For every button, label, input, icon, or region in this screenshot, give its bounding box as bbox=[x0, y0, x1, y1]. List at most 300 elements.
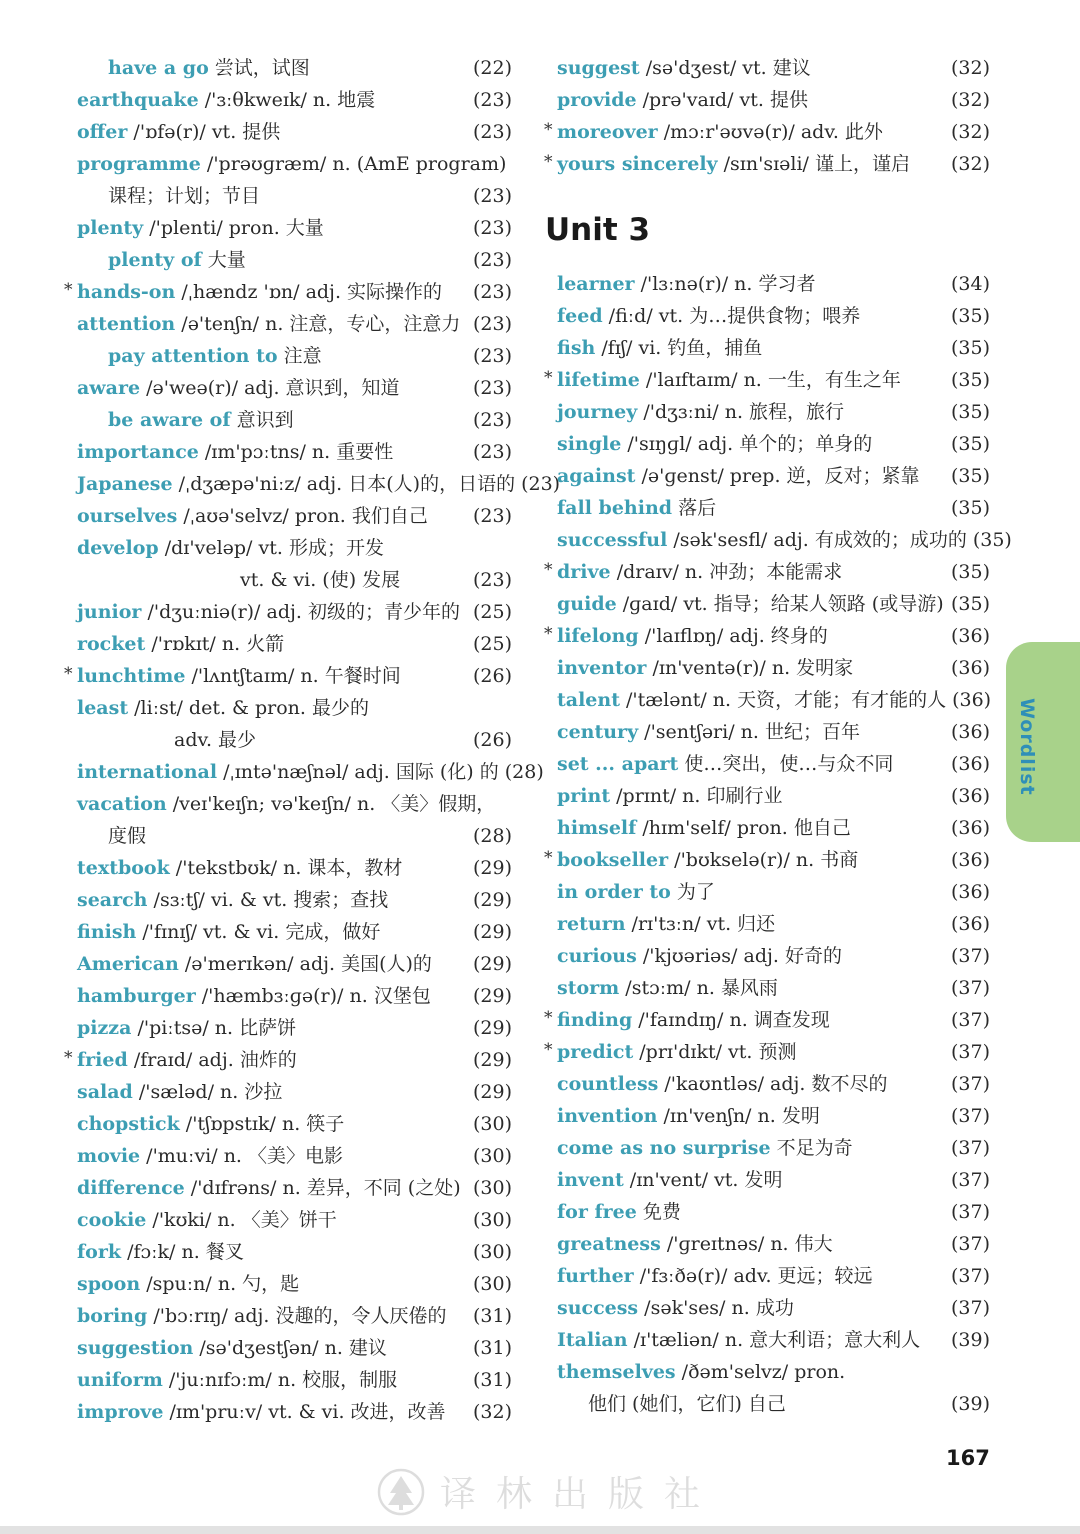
wordlist-entry bbox=[60, 1012, 512, 1044]
wordlist-entry bbox=[60, 1076, 512, 1108]
unit-heading: Unit 3 bbox=[545, 212, 651, 248]
entry-text bbox=[108, 820, 467, 852]
wordlist-entry bbox=[60, 212, 512, 244]
entry-page-ref: (37) bbox=[950, 977, 990, 999]
entry-page-ref: (36) bbox=[950, 753, 990, 775]
wordlist-entry bbox=[60, 1172, 512, 1204]
wordlist-entry bbox=[540, 524, 1012, 556]
entry-headword: himself bbox=[557, 817, 637, 839]
entry-headword: search bbox=[77, 889, 148, 911]
entry-headword: finding bbox=[557, 1009, 633, 1031]
entry-headword: yours sincerely bbox=[557, 153, 718, 175]
entry-definition: /fɔːk/ n. 餐叉 bbox=[121, 1241, 244, 1263]
entry-text bbox=[77, 500, 467, 532]
entry-text bbox=[77, 948, 467, 980]
entry-page-ref: (23) bbox=[472, 249, 512, 271]
entry-headword: bookseller bbox=[557, 849, 669, 871]
entry-headword: lifelong bbox=[557, 625, 639, 647]
entry-text bbox=[77, 1396, 467, 1428]
entry-page-ref: (23) bbox=[472, 377, 512, 399]
entry-text bbox=[77, 276, 467, 308]
entry-text bbox=[557, 844, 945, 876]
wordlist-entry bbox=[60, 628, 512, 660]
entry-definition: /ɪn'ventə(r)/ n. 发明家 bbox=[646, 657, 854, 679]
entry-definition: adv. 最少 bbox=[174, 729, 257, 751]
entry-text bbox=[77, 916, 467, 948]
entry-headword: finish bbox=[77, 921, 137, 943]
entry-definition: /ˌhændz 'ɒn/ adj. 实际操作的 bbox=[175, 281, 443, 303]
wordlist-entry bbox=[60, 244, 512, 276]
entry-page-ref: (23) bbox=[472, 345, 512, 367]
entry-definition: 免费 bbox=[636, 1201, 681, 1223]
wordlist-entry bbox=[60, 148, 512, 180]
entry-page-ref: (37) bbox=[950, 1105, 990, 1127]
entry-page-ref: (35) bbox=[950, 337, 990, 359]
entry-text bbox=[77, 1236, 467, 1268]
wordlist-entry bbox=[540, 1260, 990, 1292]
entry-headword: ourselves bbox=[77, 505, 178, 527]
wordlist-entry bbox=[60, 1140, 512, 1172]
entry-definition: /'sentʃəri/ n. 世纪；百年 bbox=[638, 721, 860, 743]
entry-definition: /'bɔːrɪŋ/ adj. 没趣的，令人厌倦的 bbox=[147, 1305, 447, 1327]
entry-definition: /'tʃɒpstɪk/ n. 筷子 bbox=[179, 1113, 345, 1135]
star-marker: * bbox=[64, 280, 73, 300]
entry-text bbox=[77, 1204, 467, 1236]
entry-headword: be aware of bbox=[108, 409, 231, 431]
entry-text bbox=[557, 1004, 945, 1036]
entry-page-ref: (26) bbox=[472, 729, 512, 751]
entry-page-ref: (37) bbox=[950, 1169, 990, 1191]
entry-headword: print bbox=[557, 785, 611, 807]
wordlist-entry bbox=[60, 852, 512, 884]
entry-text bbox=[557, 1356, 984, 1388]
entry-text bbox=[557, 684, 946, 716]
wordlist-entry bbox=[540, 620, 990, 652]
entry-headword: earthquake bbox=[77, 89, 199, 111]
entry-definition: /'kaʊntləs/ adj. 数不尽的 bbox=[658, 1073, 888, 1095]
entry-text bbox=[557, 1228, 945, 1260]
entry-text bbox=[557, 268, 945, 300]
wordlist-entry bbox=[60, 980, 512, 1012]
wordlist-entry bbox=[60, 340, 512, 372]
entry-text bbox=[77, 852, 467, 884]
entry-headword: in order to bbox=[557, 881, 671, 903]
entry-text bbox=[557, 492, 945, 524]
entry-definition: /fɪʃ/ vi. 钓鱼，捕鱼 bbox=[595, 337, 763, 359]
entry-text bbox=[557, 52, 945, 84]
entry-page-ref: (36) bbox=[950, 817, 990, 839]
entry-text bbox=[77, 756, 499, 788]
entry-headword: improve bbox=[77, 1401, 164, 1423]
wordlist-entry bbox=[540, 844, 990, 876]
entry-page-ref: (35) bbox=[950, 561, 990, 583]
entry-headword: movie bbox=[77, 1145, 141, 1167]
wordlist-entry bbox=[60, 1108, 512, 1140]
wordlist-entry bbox=[540, 1036, 990, 1068]
entry-page-ref: (25) bbox=[472, 601, 512, 623]
entry-definition: /ɪn'vent/ vt. 发明 bbox=[623, 1169, 783, 1191]
entry-definition: /prə'vaɪd/ vt. 提供 bbox=[636, 89, 808, 111]
entry-headword: salad bbox=[77, 1081, 133, 1103]
bottom-band bbox=[0, 1526, 1080, 1534]
wordlist-entry bbox=[540, 1292, 990, 1324]
entry-text bbox=[557, 972, 945, 1004]
entry-definition: 为了 bbox=[670, 881, 715, 903]
entry-page-ref: (25) bbox=[472, 633, 512, 655]
entry-definition: /ˌɪntə'næʃnəl/ adj. 国际 (化) 的 bbox=[217, 761, 499, 783]
watermark-text: 译林出版社 bbox=[440, 1474, 721, 1515]
entry-definition: /ˌdʒæpə'niːz/ adj. 日本(人)的，日语的 bbox=[172, 473, 516, 495]
entry-definition: /'tekstbʊk/ n. 课本，教材 bbox=[169, 857, 403, 879]
entry-headword: Japanese bbox=[77, 473, 173, 495]
entry-definition: /'ɡreɪtnəs/ n. 伟大 bbox=[660, 1233, 833, 1255]
entry-text bbox=[557, 1164, 945, 1196]
entry-definition: /'juːnɪfɔːm/ n. 校服，制服 bbox=[162, 1369, 398, 1391]
entry-text bbox=[557, 1324, 945, 1356]
entry-definition: /'muːvi/ n. 〈美〉电影 bbox=[140, 1145, 344, 1167]
entry-headword: have a go bbox=[108, 57, 209, 79]
entry-definition: /hɪm'self/ pron. 他自己 bbox=[636, 817, 851, 839]
entry-definition: /'fɜːðə(r)/ adv. 更远；较远 bbox=[633, 1265, 873, 1287]
page-number: 167 bbox=[946, 1446, 990, 1470]
entry-headword: offer bbox=[77, 121, 128, 143]
entry-headword: hamburger bbox=[77, 985, 196, 1007]
wordlist-left-column bbox=[60, 52, 561, 1428]
entry-text bbox=[557, 84, 945, 116]
entry-text bbox=[557, 620, 945, 652]
wordlist-entry bbox=[60, 1044, 512, 1076]
entry-page-ref: (29) bbox=[472, 1049, 512, 1071]
entry-headword: inventor bbox=[557, 657, 647, 679]
entry-page-ref: (30) bbox=[472, 1145, 512, 1167]
entry-text bbox=[77, 980, 467, 1012]
entry-headword: curious bbox=[557, 945, 637, 967]
wordlist-entry bbox=[540, 396, 990, 428]
entry-definition: /'kʊki/ n. 〈美〉饼干 bbox=[146, 1209, 337, 1231]
entry-headword: aware bbox=[77, 377, 141, 399]
wordlist-entry bbox=[540, 332, 990, 364]
wordlist-entry bbox=[60, 596, 512, 628]
entry-definition: /'plenti/ pron. 大量 bbox=[143, 217, 324, 239]
wordlist-entry bbox=[60, 532, 512, 564]
wordlist-entry bbox=[540, 268, 990, 300]
wordlist-entry bbox=[60, 500, 512, 532]
entry-headword: greatness bbox=[557, 1233, 661, 1255]
star-marker: * bbox=[544, 368, 553, 388]
entry-headword: plenty of bbox=[108, 249, 202, 271]
entry-page-ref: (35) bbox=[972, 529, 1012, 551]
entry-text bbox=[557, 396, 945, 428]
entry-text bbox=[557, 780, 945, 812]
entry-text bbox=[557, 1068, 945, 1100]
wordlist-entry bbox=[540, 780, 990, 812]
entry-text bbox=[174, 724, 467, 756]
entry-headword: least bbox=[77, 697, 129, 719]
wordlist-entry bbox=[540, 428, 990, 460]
entry-page-ref: (23) bbox=[472, 281, 512, 303]
entry-text bbox=[77, 1300, 467, 1332]
entry-page-ref: (29) bbox=[472, 985, 512, 1007]
entry-definition: /'dʒuːniə(r)/ adj. 初级的；青少年的 bbox=[141, 601, 460, 623]
entry-headword: spoon bbox=[77, 1273, 141, 1295]
entry-definition: 课程；计划；节目 bbox=[108, 185, 261, 207]
wordlist-entry bbox=[60, 1332, 512, 1364]
entry-text bbox=[77, 1332, 467, 1364]
entry-headword: century bbox=[557, 721, 639, 743]
entry-headword: successful bbox=[557, 529, 668, 551]
wordlist-entry bbox=[60, 276, 512, 308]
wordlist-entry bbox=[540, 588, 990, 620]
entry-definition: /'hæmbɜːɡə(r)/ n. 汉堡包 bbox=[195, 985, 431, 1007]
wordlist-entry bbox=[60, 1268, 512, 1300]
wordlist-entry bbox=[60, 372, 512, 404]
entry-page-ref: (37) bbox=[950, 1009, 990, 1031]
entry-headword: return bbox=[557, 913, 626, 935]
entry-text bbox=[77, 212, 467, 244]
wordlist-entry bbox=[60, 724, 512, 756]
entry-page-ref: (36) bbox=[950, 657, 990, 679]
entry-page-ref: (23) bbox=[472, 313, 512, 335]
entry-text bbox=[77, 692, 506, 724]
entry-page-ref: (35) bbox=[950, 433, 990, 455]
entry-text bbox=[557, 364, 945, 396]
entry-text bbox=[108, 404, 467, 436]
entry-definition: /'rɒkɪt/ n. 火箭 bbox=[145, 633, 285, 655]
entry-text bbox=[77, 788, 506, 820]
entry-headword: guide bbox=[557, 593, 617, 615]
wordlist-right-column bbox=[540, 52, 1012, 1420]
entry-page-ref: (35) bbox=[950, 497, 990, 519]
wordlist-entry bbox=[540, 972, 990, 1004]
entry-definition: /liːst/ det. & pron. 最少的 bbox=[128, 697, 369, 719]
publisher-watermark bbox=[376, 1466, 720, 1517]
entry-text bbox=[557, 300, 945, 332]
entry-page-ref: (23) bbox=[472, 409, 512, 431]
entry-headword: fall behind bbox=[557, 497, 673, 519]
entry-definition: /draɪv/ n. 冲劲；本能需求 bbox=[610, 561, 843, 583]
entry-page-ref: (37) bbox=[950, 1233, 990, 1255]
entry-headword: attention bbox=[77, 313, 176, 335]
entry-definition: /'bʊkselə(r)/ n. 书商 bbox=[668, 849, 859, 871]
entry-headword: drive bbox=[557, 561, 611, 583]
entry-definition: 不足为奇 bbox=[770, 1137, 853, 1159]
entry-definition: /stɔːm/ n. 暴风雨 bbox=[619, 977, 778, 999]
entry-page-ref: (29) bbox=[472, 1017, 512, 1039]
entry-definition: vt. & vi. (使) 发展 bbox=[240, 569, 401, 591]
wordlist-entry bbox=[540, 748, 990, 780]
entry-page-ref: (29) bbox=[472, 889, 512, 911]
entry-definition: /sə'dʒest/ vt. 建议 bbox=[639, 57, 811, 79]
wordlist-entry bbox=[60, 948, 512, 980]
wordlist-entry bbox=[60, 52, 512, 84]
side-tab-label: Wordlist bbox=[1016, 698, 1038, 796]
entry-page-ref: (23) bbox=[472, 89, 512, 111]
entry-headword: boring bbox=[77, 1305, 148, 1327]
entry-headword: countless bbox=[557, 1073, 659, 1095]
entry-headword: invention bbox=[557, 1105, 658, 1127]
entry-text bbox=[77, 1364, 467, 1396]
wordlist-entry bbox=[60, 692, 512, 724]
star-marker: * bbox=[544, 624, 553, 644]
entry-page-ref: (29) bbox=[472, 1081, 512, 1103]
entry-definition: /'kjʊəriəs/ adj. 好奇的 bbox=[636, 945, 842, 967]
entry-headword: success bbox=[557, 1297, 639, 1319]
publisher-logo-icon bbox=[376, 1467, 426, 1517]
entry-headword: hands-on bbox=[77, 281, 176, 303]
entry-definition: /ɪm'pruːv/ vt. & vi. 改进，改善 bbox=[163, 1401, 446, 1423]
entry-headword: learner bbox=[557, 273, 635, 295]
entry-definition: /ɪm'pɔːtns/ n. 重要性 bbox=[198, 441, 394, 463]
entry-headword: storm bbox=[557, 977, 620, 999]
entry-text bbox=[77, 884, 467, 916]
entry-headword: themselves bbox=[557, 1361, 676, 1383]
entry-definition: /ə'weə(r)/ adj. 意识到，知道 bbox=[140, 377, 400, 399]
entry-page-ref: (26) bbox=[472, 665, 512, 687]
entry-text bbox=[557, 876, 945, 908]
entry-headword: single bbox=[557, 433, 622, 455]
entry-text bbox=[557, 1260, 945, 1292]
entry-definition: /'laɪflɒŋ/ adj. 终身的 bbox=[638, 625, 828, 647]
entry-page-ref: (37) bbox=[950, 1137, 990, 1159]
entry-definition: /'dɪfrəns/ n. 差异，不同 (之处) bbox=[184, 1177, 461, 1199]
wordlist-entry bbox=[540, 1004, 990, 1036]
entry-definition: /'prəʊɡræm/ n. (AmE program) bbox=[200, 153, 507, 175]
wordlist-entry bbox=[540, 492, 990, 524]
star-marker: * bbox=[544, 152, 553, 172]
entry-definition: 他们 (她们，它们) 自己 bbox=[588, 1393, 786, 1415]
entry-definition: /'ɒfə(r)/ vt. 提供 bbox=[127, 121, 281, 143]
entry-definition: /fiːd/ vt. 为…提供食物；喂养 bbox=[602, 305, 861, 327]
entry-page-ref: (28) bbox=[504, 761, 544, 783]
entry-definition: /ə'ɡenst/ prep. 逆，反对；紧靠 bbox=[635, 465, 920, 487]
entry-text bbox=[77, 116, 467, 148]
entry-headword: junior bbox=[77, 601, 142, 623]
wordlist-entry bbox=[60, 884, 512, 916]
entry-headword: come as no surprise bbox=[557, 1137, 771, 1159]
entry-text bbox=[557, 524, 967, 556]
entry-text bbox=[77, 628, 467, 660]
entry-text bbox=[77, 436, 467, 468]
wordlist-entry bbox=[60, 404, 512, 436]
entry-definition: /'piːtsə/ n. 比萨饼 bbox=[131, 1017, 297, 1039]
entry-page-ref: (36) bbox=[950, 881, 990, 903]
entry-page-ref: (29) bbox=[472, 953, 512, 975]
entry-headword: lunchtime bbox=[77, 665, 186, 687]
entry-text bbox=[77, 1012, 467, 1044]
entry-definition: /ɪ'tæliən/ n. 意大利语；意大利人 bbox=[627, 1329, 921, 1351]
wordlist-entry bbox=[60, 820, 512, 852]
wordlist-entry bbox=[540, 1228, 990, 1260]
entry-text bbox=[557, 908, 945, 940]
wordlist-entry bbox=[540, 84, 990, 116]
entry-page-ref: (36) bbox=[950, 849, 990, 871]
entry-definition: /veɪ'keɪʃn; və'keɪʃn/ n. 〈美〉假期， bbox=[166, 793, 496, 815]
wordlist-entry bbox=[540, 148, 990, 180]
entry-page-ref: (23) bbox=[521, 473, 561, 495]
entry-definition: /'tælənt/ n. 天资，才能；有才能的人 bbox=[619, 689, 947, 711]
entry-page-ref: (37) bbox=[950, 945, 990, 967]
unit3-entries bbox=[540, 268, 1012, 1420]
entry-page-ref: (23) bbox=[472, 217, 512, 239]
entry-page-ref: (34) bbox=[950, 273, 990, 295]
entry-text bbox=[557, 748, 945, 780]
star-marker: * bbox=[544, 120, 553, 140]
entry-definition: 大量 bbox=[201, 249, 246, 271]
entry-headword: feed bbox=[557, 305, 603, 327]
entry-headword: predict bbox=[557, 1041, 634, 1063]
entry-text bbox=[557, 588, 945, 620]
entry-text bbox=[108, 244, 467, 276]
entry-text bbox=[557, 1196, 945, 1228]
wordlist-entry bbox=[60, 916, 512, 948]
entry-page-ref: (35) bbox=[950, 401, 990, 423]
wordlist-entry bbox=[60, 308, 512, 340]
wordlist-entry bbox=[540, 1356, 990, 1388]
wordlist-entry bbox=[540, 1068, 990, 1100]
entry-definition: /ðəm'selvz/ pron. bbox=[675, 1361, 846, 1383]
wordlist-entry bbox=[540, 52, 990, 84]
entry-text bbox=[588, 1388, 945, 1420]
entry-page-ref: (31) bbox=[472, 1369, 512, 1391]
entry-page-ref: (35) bbox=[950, 465, 990, 487]
entry-definition: 度假 bbox=[108, 825, 147, 847]
entry-headword: suggest bbox=[557, 57, 640, 79]
wordlist-entry bbox=[540, 940, 990, 972]
entry-text bbox=[77, 372, 467, 404]
entry-definition: /prɪ'dɪkt/ vt. 预测 bbox=[633, 1041, 797, 1063]
wordlist-entry bbox=[540, 1196, 990, 1228]
entry-text bbox=[557, 652, 945, 684]
entry-definition: /ə'merɪkən/ adj. 美国(人)的 bbox=[178, 953, 432, 975]
entry-text bbox=[557, 428, 945, 460]
entry-headword: further bbox=[557, 1265, 634, 1287]
entry-page-ref: (32) bbox=[950, 153, 990, 175]
wordlist-entry bbox=[60, 1396, 512, 1428]
wordlist-entry bbox=[540, 556, 990, 588]
entry-text bbox=[77, 1268, 467, 1300]
entry-text bbox=[108, 180, 467, 212]
entry-text bbox=[77, 660, 467, 692]
entry-text bbox=[557, 116, 945, 148]
wordlist-entry bbox=[540, 876, 990, 908]
entry-page-ref: (28) bbox=[472, 825, 512, 847]
wordlist-entry bbox=[540, 684, 990, 716]
entry-text bbox=[557, 332, 945, 364]
entry-page-ref: (30) bbox=[472, 1241, 512, 1263]
wordlist-entry bbox=[60, 660, 512, 692]
entry-headword: pizza bbox=[77, 1017, 132, 1039]
entry-page-ref: (30) bbox=[472, 1209, 512, 1231]
entry-definition: /sək'sesfl/ adj. 有成效的；成功的 bbox=[667, 529, 967, 551]
wordlist-entry bbox=[540, 908, 990, 940]
entry-page-ref: (37) bbox=[950, 1041, 990, 1063]
entry-page-ref: (31) bbox=[472, 1337, 512, 1359]
entry-definition: /sɜːtʃ/ vi. & vt. 搜索；查找 bbox=[147, 889, 389, 911]
wordlist-entry bbox=[540, 364, 990, 396]
entry-text bbox=[77, 1108, 467, 1140]
entry-definition: /'lʌntʃtaɪm/ n. 午餐时间 bbox=[185, 665, 401, 687]
wordlist-entry bbox=[540, 1100, 990, 1132]
wordlist-entry bbox=[540, 1132, 990, 1164]
entry-text bbox=[557, 460, 945, 492]
entry-text bbox=[77, 148, 506, 180]
entry-page-ref: (32) bbox=[472, 1401, 512, 1423]
entry-definition: /mɔːr'əʊvə(r)/ adv. 此外 bbox=[657, 121, 883, 143]
entry-headword: invent bbox=[557, 1169, 624, 1191]
entry-page-ref: (35) bbox=[950, 369, 990, 391]
entry-definition: /prɪnt/ n. 印刷行业 bbox=[610, 785, 783, 807]
wordlist-entry bbox=[60, 788, 512, 820]
